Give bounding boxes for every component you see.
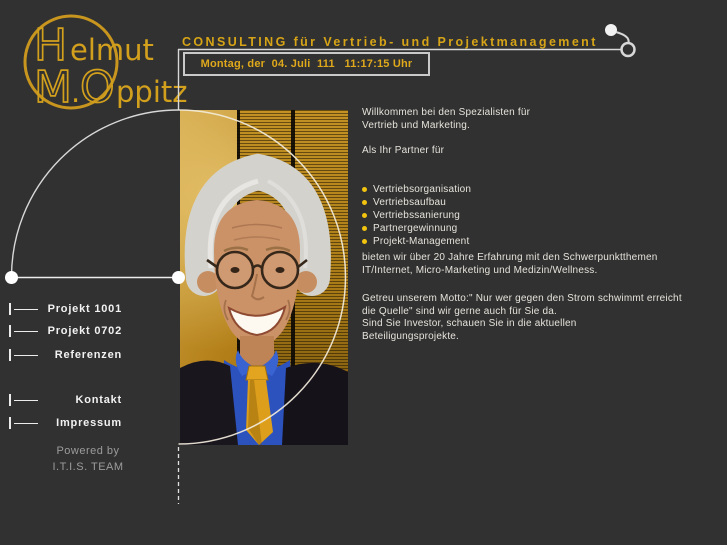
service-item	[362, 209, 471, 222]
tie-knot	[246, 366, 268, 380]
page-title: CONSULTING für Vertrieb- und Projektmanagement	[182, 35, 598, 49]
service-label: Vertriebsorganisation	[373, 184, 472, 195]
tick-icon	[9, 324, 41, 338]
motto-line: die Quelle" sind wir gerne auch für Sie da.	[362, 305, 558, 317]
bullet-icon	[362, 239, 367, 244]
motto-line: Beteiligungsprojekte.	[362, 330, 460, 342]
tick-icon	[9, 416, 41, 430]
logo-letter-h: H	[34, 20, 68, 71]
services-list	[362, 183, 471, 248]
partner-text	[362, 145, 444, 158]
service-item	[362, 196, 471, 209]
bullet-icon	[362, 200, 367, 205]
service-label: Partnergewinnung	[373, 223, 458, 234]
tick-icon	[9, 393, 41, 407]
experience-text	[362, 252, 658, 277]
deco-ring-icon	[622, 43, 635, 56]
bullet-icon	[362, 226, 367, 231]
bullet-icon	[362, 213, 367, 218]
datetime-text: Montag, der 04. Juli 111 11:17:15 Uhr	[200, 58, 413, 70]
deco-dot	[605, 24, 617, 36]
powered-by-line1: Powered by	[56, 445, 120, 457]
experience-line: bieten wir über 20 Jahre Erfahrung mit den Schwerpunktthemen	[362, 252, 658, 263]
motto-text	[362, 293, 682, 343]
tick-icon	[9, 348, 41, 362]
menu-item-label: Projekt 1001	[47, 303, 122, 315]
service-label: Vertriebsaufbau	[373, 197, 447, 208]
experience-line: IT/Internet, Micro-Marketing und Medizin/Wellness.	[362, 264, 598, 276]
menu-item-projekt-1001[interactable]	[9, 302, 122, 316]
service-label: Projekt-Management	[373, 236, 470, 247]
deco-curve	[616, 32, 629, 43]
menu-item-label: Projekt 0702	[47, 325, 122, 337]
service-item	[362, 222, 471, 235]
menu-item-referenzen[interactable]	[9, 348, 122, 362]
logo[interactable]	[12, 6, 188, 115]
portrait-drawing	[180, 110, 348, 445]
welcome-line: Vertrieb und Marketing.	[362, 119, 470, 131]
menu-item-impressum[interactable]	[9, 416, 122, 430]
tick-icon	[9, 302, 41, 316]
menu-item-kontakt[interactable]	[9, 393, 122, 407]
motto-line: Getreu unserem Motto:" Nur wer gegen den Strom schwimmt erreicht	[362, 293, 682, 304]
service-label: Vertriebssanierung	[373, 210, 460, 221]
logo-letter-o: O	[80, 62, 115, 110]
menu-item-label: Impressum	[56, 417, 122, 429]
datetime-box	[183, 52, 430, 76]
service-item	[362, 235, 471, 248]
menu-item-label: Kontakt	[75, 394, 122, 406]
motto-line: Sind Sie Investor, schauen Sie in die aktuellen	[362, 318, 577, 329]
menu-item-projekt-0702[interactable]	[9, 324, 122, 338]
welcome-line: Willkommen bei den Spezialisten für	[362, 107, 531, 118]
logo-text-ppitz: ppitz	[116, 75, 188, 109]
logo-text-elmut: elmut	[70, 33, 154, 67]
logo-graphic	[12, 6, 188, 110]
powered-by-line2: I.T.I.S. TEAM	[52, 461, 124, 473]
menu-item-label: Referenzen	[54, 349, 122, 361]
suit-left	[180, 360, 238, 445]
suit-right	[282, 363, 348, 445]
bullet-icon	[362, 187, 367, 192]
portrait-photo	[180, 110, 348, 445]
left-dot	[5, 271, 18, 284]
partner-line: Als Ihr Partner für	[362, 145, 445, 156]
left-quarter-arc	[12, 110, 179, 277]
welcome-text	[362, 107, 530, 132]
logo-letter-m: M	[34, 62, 72, 110]
logo-dot: .	[71, 75, 81, 109]
service-item	[362, 183, 471, 196]
